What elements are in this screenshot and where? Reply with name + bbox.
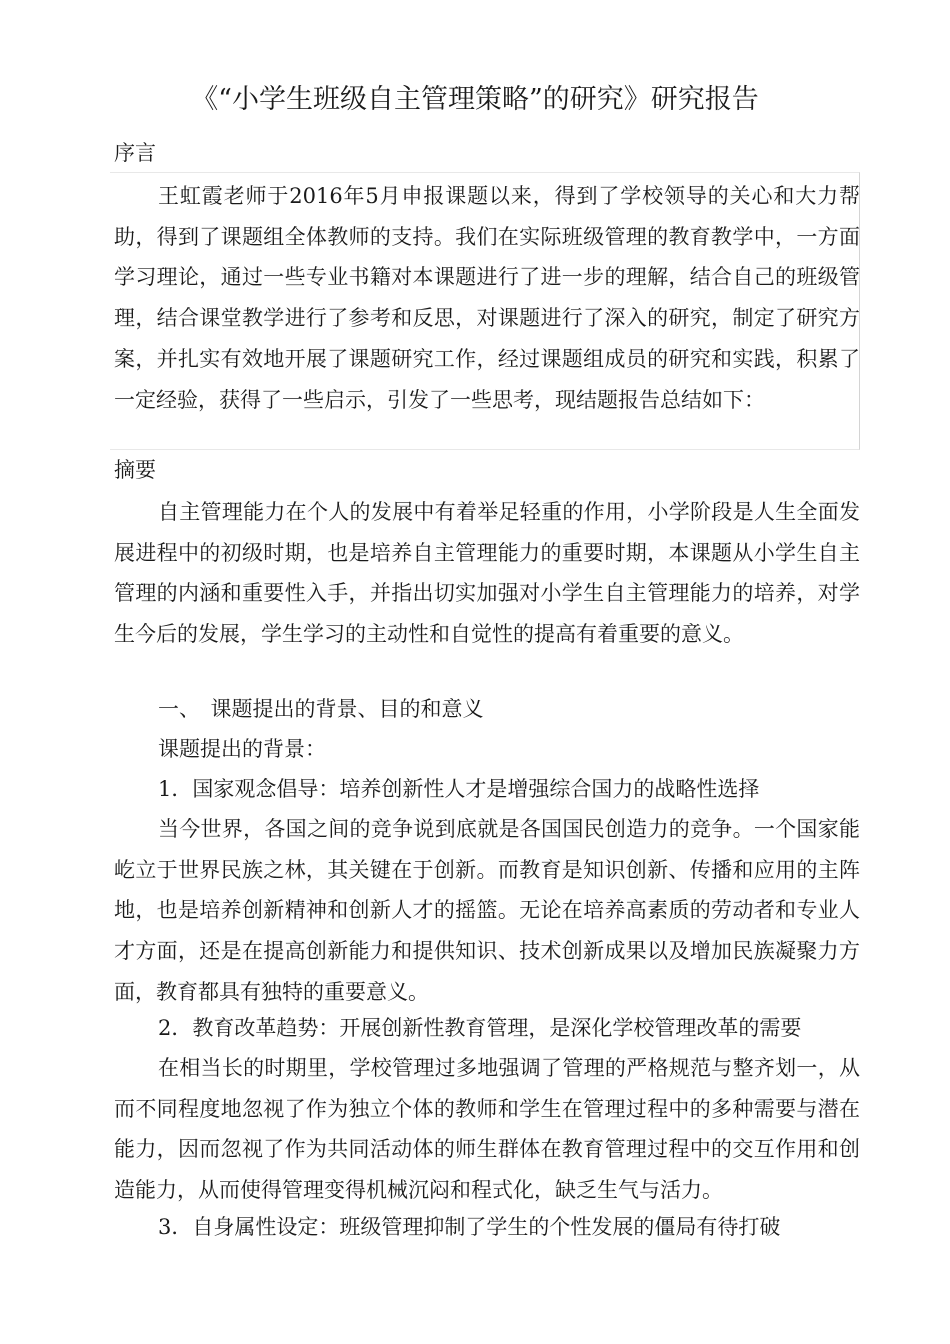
section-subheading: 课题提出的背景： — [158, 737, 326, 761]
item-1-title: 1．国家观念倡导：培养创新性人才是增强综合国力的战略性选择 — [158, 777, 760, 801]
abstract-paragraph: 自主管理能力在个人的发展中有着举足轻重的作用，小学阶段是人生全面发展进程中的初级时期，也是培养自主管理能力的重要时期，本课题从小学生自主管理的内涵和重要性入手，并指出切实加强对小学生自主管理能力的培养，对学生今后的发展，学生学习的主动性和自觉性的提高有着重要的意义。 — [114, 500, 860, 647]
item-2-paragraph: 在相当长的时期里，学校管理过多地强调了管理的严格规范与整齐划一，从而不同程度地忽视了作为独立个体的教师和学生在管理过程中的多种需要与潜在能力，因而忽视了作为共同活动体的师生群体在教育管理过程中的交互作用和创造能力，从而使得管理变得机械沉闷和程式化，缺乏生气与活力。 — [114, 1056, 860, 1203]
abstract-heading: 摘要 — [114, 458, 156, 482]
item-3-title: 3．自身属性设定：班级管理抑制了学生的个性发展的僵局有待打破 — [158, 1215, 781, 1239]
section-heading: 一、 课题提出的背景、目的和意义 — [158, 697, 484, 721]
item-2-title: 2．教育改革趋势：开展创新性教育管理，是深化学校管理改革的需要 — [158, 1016, 802, 1040]
preface-paragraph: 王虹霞老师于2016年5月申报课题以来，得到了学校领导的关心和大力帮助，得到了课题组全体教师的支持。我们在实际班级管理的教育教学中，一方面学习理论，通过一些专业书籍对本课题进行了进一步的理解，结合自己的班级管理，结合课堂教学进行了参考和反思，对课题进行了深入的研究，制定了研究方案，并扎实有效地开展了课题研究工作，经过课题组成员的研究和实践，积累了一定经验，获得了一些启示，引发了一些思考，现结题报告总结如下： — [114, 184, 860, 412]
item-1-paragraph: 当今世界，各国之间的竞争说到底就是各国国民创造力的竞争。一个国家能屹立于世界民族之林，其关键在于创新。而教育是知识创新、传播和应用的主阵地，也是培养创新精神和创新人才的摇篮。无论在培养高素质的劳动者和专业人才方面，还是在提高创新能力和提供知识、技术创新成果以及增加民族凝聚力方面，教育都具有独特的重要意义。 — [114, 817, 860, 1004]
document-title: 《“小学生班级自主管理策略”的研究》研究报告 — [191, 84, 759, 115]
preface-heading: 序言 — [114, 141, 156, 165]
